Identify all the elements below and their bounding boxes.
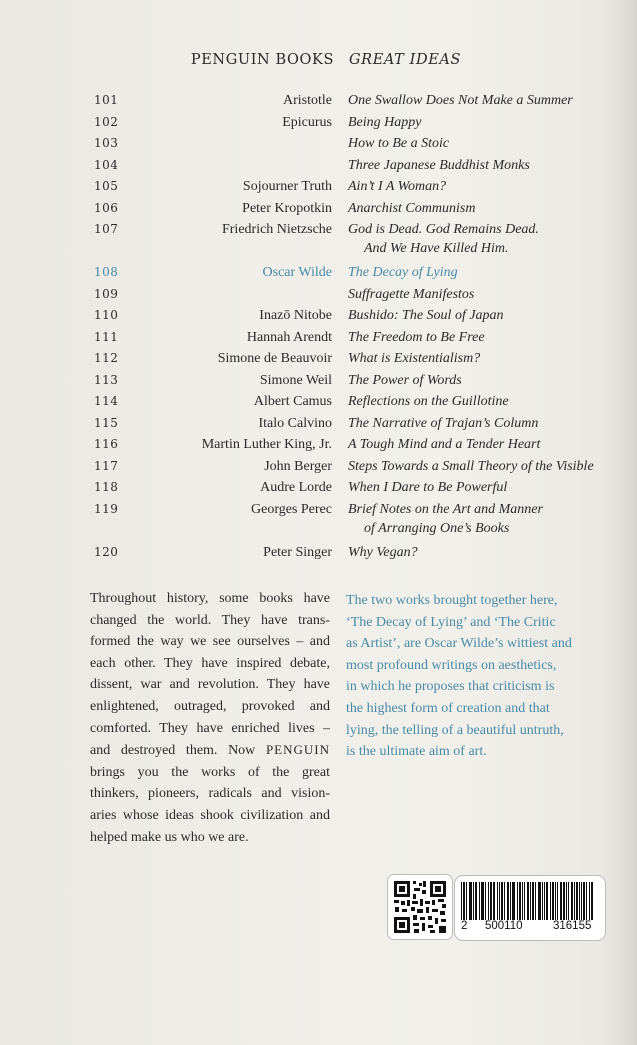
blurb-line: each other. They have inspired debate, <box>90 655 330 671</box>
description-line: is the ultimate aim of art. <box>346 744 487 760</box>
list-number: 114 <box>94 394 119 408</box>
description-line: as Artist’, are Oscar Wilde’s wittiest and <box>346 636 572 652</box>
list-item <box>0 416 637 438</box>
barcode-prefix: 2 <box>461 920 468 932</box>
barcode-bar <box>557 882 558 920</box>
list-title: How to Be a Stoic <box>348 136 450 151</box>
list-number: 102 <box>94 114 119 129</box>
barcode-bar <box>539 882 540 920</box>
list-item <box>0 502 637 545</box>
list-item <box>0 222 637 265</box>
list-number: 109 <box>94 286 119 301</box>
barcode-digits <box>461 920 601 936</box>
barcode-bar <box>564 882 565 920</box>
qr-code-icon <box>388 875 452 939</box>
list-number: 104 <box>94 157 119 172</box>
barcode-bar <box>461 882 462 920</box>
list-item <box>0 158 637 180</box>
series-name: GREAT IDEAS <box>349 52 461 68</box>
description-line: the highest form of creation and that <box>346 700 550 716</box>
barcode-bar <box>563 882 564 920</box>
barcode-bar <box>488 882 489 920</box>
barcode-bar <box>560 882 561 920</box>
list-item <box>0 179 637 201</box>
barcode-bar <box>535 882 536 920</box>
list-title <box>348 502 543 537</box>
barcode-bar <box>479 882 480 920</box>
barcode-bar <box>485 882 486 920</box>
series-title-list <box>0 93 637 566</box>
list-number: 111 <box>94 329 119 344</box>
description-line: The two works brought together here, <box>346 593 558 608</box>
blurb-line: Throughout history, some books have <box>90 591 330 606</box>
barcode-bar <box>592 882 593 920</box>
list-number: 106 <box>94 200 119 215</box>
list-item <box>0 136 637 158</box>
list-item <box>0 201 637 223</box>
list-title: Reflections on the Guillotine <box>348 394 509 409</box>
list-title-line-2: of Arranging One’s Books <box>364 520 510 536</box>
qr-code-graphic <box>392 879 448 935</box>
blurb-line: formed the way we see ourselves – and <box>90 634 330 650</box>
description-line: in which he proposes that criticism is <box>346 679 555 695</box>
list-item <box>0 93 637 115</box>
blurb-line-text: and destroyed them. Now <box>90 743 256 759</box>
barcode-bar <box>499 882 500 920</box>
list-title-line-2: And We Have Killed Him. <box>364 241 509 256</box>
barcode-bar <box>524 882 525 920</box>
barcode-bar <box>494 882 495 920</box>
barcode-bar <box>502 882 503 920</box>
barcode-bar <box>581 882 582 920</box>
barcode-bar <box>561 882 562 920</box>
blurb-line: helped make us who we are. <box>90 829 249 845</box>
list-number: 113 <box>94 372 119 387</box>
barcode-bar <box>481 882 482 920</box>
barcode-bar <box>576 882 577 920</box>
list-item-highlighted <box>0 265 637 287</box>
barcode-bar <box>533 882 534 920</box>
barcode-bar <box>542 882 543 920</box>
list-author: Peter Singer <box>263 544 332 560</box>
barcode-bar <box>513 882 514 920</box>
list-number: 107 <box>94 222 119 236</box>
barcode-bar <box>508 882 509 920</box>
barcode-bar <box>571 882 572 920</box>
barcode-bar <box>497 882 498 920</box>
list-title: Suffragette Manifestos <box>348 286 475 302</box>
list-title: One Swallow Does Not Make a Summer <box>348 93 573 108</box>
barcode-bar <box>464 882 465 920</box>
list-item <box>0 330 637 352</box>
list-title: The Freedom to Be Free <box>348 329 485 345</box>
barcode-bar <box>507 882 508 920</box>
list-item <box>0 394 637 416</box>
list-number: 101 <box>94 93 119 107</box>
barcode-bar <box>520 882 521 920</box>
barcode-bar <box>589 882 590 920</box>
blurb-line-with-brand <box>90 739 330 762</box>
list-author: Sojourner Truth <box>242 179 332 194</box>
barcode-bar <box>519 882 520 920</box>
barcode-bar <box>553 882 554 920</box>
list-title: The Decay of Lying <box>348 265 458 280</box>
list-title-line-1: God is Dead. God Remains Dead. <box>348 222 539 237</box>
list-author: Epicurus <box>282 114 332 130</box>
list-author: Hannah Arendt <box>246 329 332 345</box>
barcode-bar <box>527 882 528 920</box>
barcode-bar <box>577 882 578 920</box>
barcode-bar <box>586 882 587 920</box>
barcode-bar <box>550 882 551 920</box>
barcode-bar <box>466 882 467 920</box>
barcode-bar <box>470 882 471 920</box>
blurb-line: brings you the works of the great <box>90 764 330 780</box>
list-title: The Power of Words <box>348 372 462 388</box>
description-line: lying, the telling of a beautiful untruth, <box>346 722 564 738</box>
barcode-bar <box>482 882 483 920</box>
list-title: What is Existentialism? <box>348 351 481 366</box>
list-number: 105 <box>94 179 119 193</box>
blurb-line: changed the world. They have trans- <box>90 612 330 628</box>
barcode-bar <box>514 882 515 920</box>
barcode-bar <box>463 882 464 920</box>
description-line: ‘The Decay of Lying’ and ‘The Critic <box>346 614 556 630</box>
list-title <box>348 222 539 257</box>
list-number: 116 <box>94 437 119 451</box>
list-item <box>0 308 637 330</box>
list-number: 103 <box>94 136 119 150</box>
barcode-bar <box>566 882 567 920</box>
list-title-line-1: Brief Notes on the Art and Manner <box>348 501 543 517</box>
list-number: 120 <box>94 544 119 559</box>
list-author: Martin Luther King, Jr. <box>201 437 332 452</box>
list-title: Why Vegan? <box>348 544 418 560</box>
list-title: Bushido: The Soul of Japan <box>348 308 504 323</box>
barcode-bar <box>574 882 575 920</box>
list-title: Ain’t I A Woman? <box>348 179 447 194</box>
list-number: 118 <box>94 480 119 494</box>
barcode-bar <box>540 882 541 920</box>
list-title: Three Japanese Buddhist Monks <box>348 157 530 173</box>
list-item <box>0 459 637 481</box>
series-header <box>0 52 637 72</box>
barcode-bar <box>532 882 533 920</box>
barcode-bar <box>510 882 511 920</box>
barcode-bar <box>504 882 505 920</box>
list-author: Albert Camus <box>253 394 332 409</box>
barcode-group-1: 500110 <box>485 920 523 932</box>
list-number: 117 <box>94 458 119 473</box>
list-author: Oscar Wilde <box>262 265 332 280</box>
barcode-bar <box>490 882 491 920</box>
list-number: 110 <box>94 308 119 322</box>
list-author: Inazō Nitobe <box>259 308 332 323</box>
barcode-icon <box>455 876 605 940</box>
barcode-bar <box>538 882 539 920</box>
blurb-line: comforted. They have enriched lives – <box>90 720 330 736</box>
barcode-bar <box>552 882 553 920</box>
list-title: When I Dare to Be Powerful <box>348 480 508 495</box>
barcode-bar <box>579 882 580 920</box>
list-item <box>0 480 637 502</box>
list-author: Italo Calvino <box>258 415 332 431</box>
description-line: most profound writings on aesthetics, <box>346 657 557 673</box>
list-author: Georges Perec <box>251 501 332 517</box>
list-author: Friedrich Nietzsche <box>221 222 332 237</box>
list-number: 108 <box>94 265 119 279</box>
penguin-brand-text: PENGUIN <box>265 742 331 758</box>
blurb-line: aries whose ideas shook civilization and <box>90 807 330 823</box>
list-title: Anarchist Communism <box>348 200 476 216</box>
barcode-bar <box>528 882 529 920</box>
list-number: 119 <box>94 501 119 516</box>
barcode-bars <box>461 882 599 920</box>
barcode-bar <box>555 882 556 920</box>
list-item <box>0 351 637 373</box>
barcode-bar <box>473 882 474 920</box>
list-item <box>0 373 637 395</box>
barcode-bar <box>583 882 584 920</box>
list-author: Aristotle <box>283 93 332 108</box>
barcode-group-2: 316155 <box>553 920 592 932</box>
barcode-bar <box>584 882 585 920</box>
barcode-bar <box>546 882 547 920</box>
barcode-bar <box>568 882 569 920</box>
barcode-bar <box>530 882 531 920</box>
list-title: The Narrative of Trajan’s Column <box>348 415 539 431</box>
barcode-bar <box>522 882 523 920</box>
book-description <box>346 590 616 763</box>
barcode-bar <box>475 882 476 920</box>
barcode-bar <box>476 882 477 920</box>
list-item <box>0 545 637 567</box>
list-author: Simone de Beauvoir <box>217 351 332 366</box>
list-author: Audre Lorde <box>260 480 332 495</box>
list-title: A Tough Mind and a Tender Heart <box>348 437 541 452</box>
list-item <box>0 437 637 459</box>
series-blurb <box>90 588 330 848</box>
barcode-bar <box>491 882 492 920</box>
list-number: 115 <box>94 415 119 430</box>
blurb-line: enlightened, outraged, provoked and <box>90 698 330 714</box>
barcode-bar <box>483 882 484 920</box>
publisher-name: PENGUIN BOOKS <box>190 52 334 68</box>
list-author: Simone Weil <box>259 372 332 388</box>
blurb-line: thinkers, pioneers, radicals and vision- <box>90 786 330 802</box>
barcode-bar <box>544 882 545 920</box>
barcode-bar <box>501 882 502 920</box>
barcode-bar <box>493 882 494 920</box>
barcode-bar <box>471 882 472 920</box>
barcode-bar <box>591 882 592 920</box>
barcode-bar <box>572 882 573 920</box>
list-number: 112 <box>94 351 119 365</box>
blurb-line: dissent, war and revolution. They have <box>90 677 330 693</box>
barcode-bar <box>547 882 548 920</box>
barcode-bar <box>517 882 518 920</box>
barcode-bar <box>469 882 470 920</box>
list-author: John Berger <box>264 458 332 474</box>
list-title: Being Happy <box>348 114 422 130</box>
list-item <box>0 115 637 137</box>
list-item <box>0 287 637 309</box>
list-title: Steps Towards a Small Theory of the Visible <box>348 458 594 474</box>
list-author: Peter Kropotkin <box>242 200 332 216</box>
barcode-bar <box>512 882 513 920</box>
